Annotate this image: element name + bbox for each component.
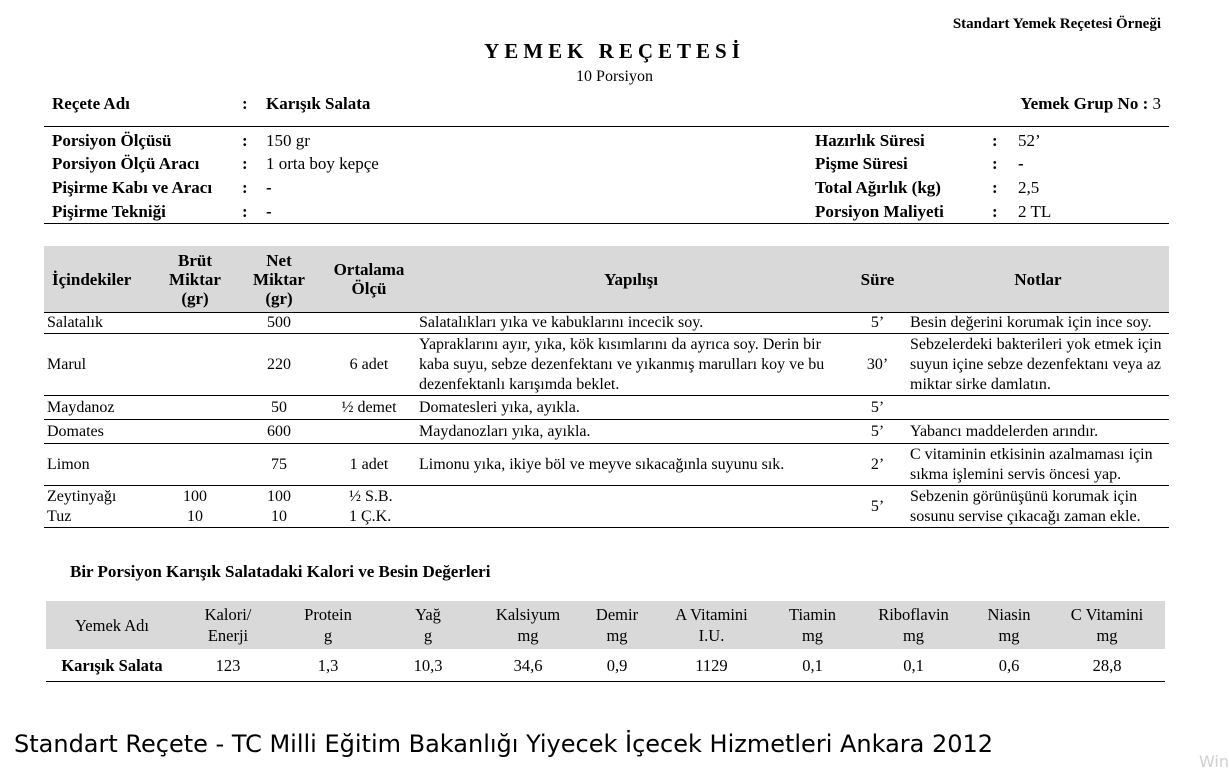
nutrition-col-niacin: Niasin mg [969,601,1049,649]
method-text: Domatesleri yıka, ayıkla. [419,398,580,416]
time-value: 5’ [870,398,885,416]
separator: : [992,178,998,197]
portion-cost-label: Porsiyon Maliyeti [815,202,944,221]
separator: : [242,131,248,150]
document-type-label: Standart Yemek Reçetesi Örneği [952,16,1161,32]
net-amount: 500 [267,314,291,331]
method-text: Maydanozları yıka, ayıkla. [419,422,591,440]
separator: : [242,178,248,197]
time-value: 5’ [870,314,885,331]
nutrition-col-iron: Demir mg [578,601,656,649]
avg-measure [324,420,414,444]
header-divider [44,126,1169,127]
gross-amount [156,334,234,396]
gross-amount [156,444,234,486]
nutrition-col-calcium: Kalsiyum mg [478,601,578,649]
table-row [44,313,1169,334]
col-gross-amount: Brüt Miktar (gr) [156,246,234,313]
time-value: 30’ [866,355,889,373]
notes-text: Yabancı maddelerden arındır. [910,422,1099,440]
avg-measure: 1 adet [349,455,389,473]
nutrition-riboflavin: 0,1 [903,656,924,675]
nutrition-vitamin-a: 1129 [695,656,728,675]
nutrition-iron: 0,9 [606,656,628,675]
ingredient-name: Zeytinyağı Tuz [47,487,117,525]
avg-measure: ½ demet [341,398,397,416]
notes-text: Sebzenin görünüşünü korumak için sosunu servise çıkacağı zaman ekle. [910,487,1141,525]
nutrition-thiamine: 0,1 [802,656,823,675]
nutrition-fat: 10,3 [413,656,443,675]
nutrition-title: Bir Porsiyon Karışık Salatadaki Kalori ve Besin Değerleri [70,562,491,581]
info-divider [44,223,1169,224]
ingredient-name: Domates [47,422,104,440]
method-text [414,486,848,528]
method-text: Yapraklarını ayır, yıka, kök kısımlarını da ayrıca soy. Derin bir kaba suyu, sebze dezenfektanı ve yıkanmış marulları koy ve bu dezenfektanlı karışımda beklet. [419,335,825,393]
portion-size-label: Porsiyon Ölçüsü [52,131,172,150]
nutrition-col-vitamin-a: A Vitamini I.U. [656,601,767,649]
notes-text: Besin değerini korumak için ince soy. [910,314,1152,331]
recipe-name-value: Karışık Salata [266,94,371,113]
nutrition-col-fat: Yağ g [378,601,478,649]
nutrition-food-name: Karışık Salata [61,656,163,675]
ingredient-name: Salatalık [47,314,103,331]
watermark-text: Win [1198,752,1229,771]
ingredient-name: Maydanoz [47,398,115,416]
nutrition-row [46,649,1165,682]
net-amount: 600 [267,422,291,440]
time-value: 5’ [870,422,885,440]
total-weight-value: 2,5 [1018,178,1040,197]
separator: : [992,202,998,221]
gross-amount [156,396,234,420]
col-method: Yapılışı [414,246,848,313]
net-amount: 220 [267,355,291,373]
col-avg-measure: Ortalama Ölçü [324,246,414,313]
cook-time-label: Pişme Süresi [815,154,908,173]
net-amount: 100 10 [267,487,291,525]
separator: : [992,154,998,173]
nutrition-header-row [46,601,1165,649]
portion-cost-value: 2 TL [1018,202,1052,221]
method-text: Salatalıkları yıka ve kabuklarını incecik soy. [419,314,704,331]
nutrition-niacin: 0,6 [998,656,1020,675]
table-row [44,334,1169,396]
nutrition-col-food-name: Yemek Adı [46,601,178,649]
nutrition-table [46,601,1165,682]
prep-time-label: Hazırlık Süresi [815,131,925,150]
notes-text: Sebzelerdeki bakterileri yok etmek için suyun içine sebze dezenfektanı veya az miktar sirke damlatın. [910,335,1162,393]
ingredients-header-row [44,246,1169,313]
group-number [1020,94,1161,114]
table-row [44,420,1169,444]
ingredient-name: Limon [47,455,90,473]
time-value: 5’ [870,497,885,515]
avg-measure: ½ S.B. 1 Ç.K. [349,487,393,525]
time-value: 2’ [870,455,885,473]
avg-measure [324,313,414,334]
nutrition-col-calories: Kalori/ Enerji [178,601,278,649]
ingredients-table [44,246,1169,528]
nutrition-col-riboflavin: Riboflavin mg [858,601,969,649]
net-amount: 75 [271,455,287,473]
portion-tool-value: 1 orta boy kepçe [266,154,379,173]
group-number-value: 3 [1152,94,1161,113]
table-row [44,396,1169,420]
separator: : [242,154,248,173]
gross-amount: 100 10 [183,487,207,525]
source-caption: Standart Reçete - TC Milli Eğitim Bakanlığı Yiyecek İçecek Hizmetleri Ankara 2012 [14,730,994,758]
prep-time-value: 52’ [1018,131,1041,150]
table-row [44,444,1169,486]
group-number-label: Yemek Grup No : [1020,94,1149,113]
separator: : [992,131,998,150]
table-row [44,486,1169,528]
cook-time-value: - [1018,154,1024,173]
gross-amount [156,313,234,334]
portion-count: 10 Porsiyon [576,68,653,85]
col-net-amount: Net Miktar (gr) [234,246,324,313]
portion-tool-label: Porsiyon Ölçü Aracı [52,154,200,173]
total-weight-label: Total Ağırlık (kg) [815,178,941,197]
cooking-technique-label: Pişirme Tekniği [52,202,166,221]
col-ingredients: İçindekiler [44,246,156,313]
nutrition-col-vitamin-c: C Vitamini mg [1049,601,1165,649]
ingredient-name: Marul [47,355,87,373]
nutrition-calories: 123 [215,656,241,675]
nutrition-col-protein: Protein g [278,601,378,649]
page-title: YEMEK REÇETESİ [484,39,745,63]
net-amount: 50 [271,398,287,416]
cookware-value: - [266,178,272,197]
col-notes: Notlar [907,246,1169,313]
method-text: Limonu yıka, ikiye böl ve meyve sıkacağınla suyunu sık. [419,455,785,473]
notes-text [907,396,1169,420]
notes-text: C vitaminin etkisinin azalmaması için sıkma işlemini servis öncesi yap. [910,445,1153,483]
nutrition-calcium: 34,6 [513,656,543,675]
cookware-label: Pişirme Kabı ve Aracı [52,178,213,197]
avg-measure: 6 adet [349,355,389,373]
recipe-name-label: Reçete Adı [52,94,130,113]
portion-size-value: 150 gr [266,131,310,150]
separator: : [242,94,248,113]
nutrition-protein: 1,3 [317,656,339,675]
nutrition-col-thiamine: Tiamin mg [767,601,858,649]
gross-amount [156,420,234,444]
cooking-technique-value: - [266,202,272,221]
separator: : [242,202,248,221]
nutrition-vitamin-c: 28,8 [1092,656,1122,675]
col-time: Süre [848,246,907,313]
